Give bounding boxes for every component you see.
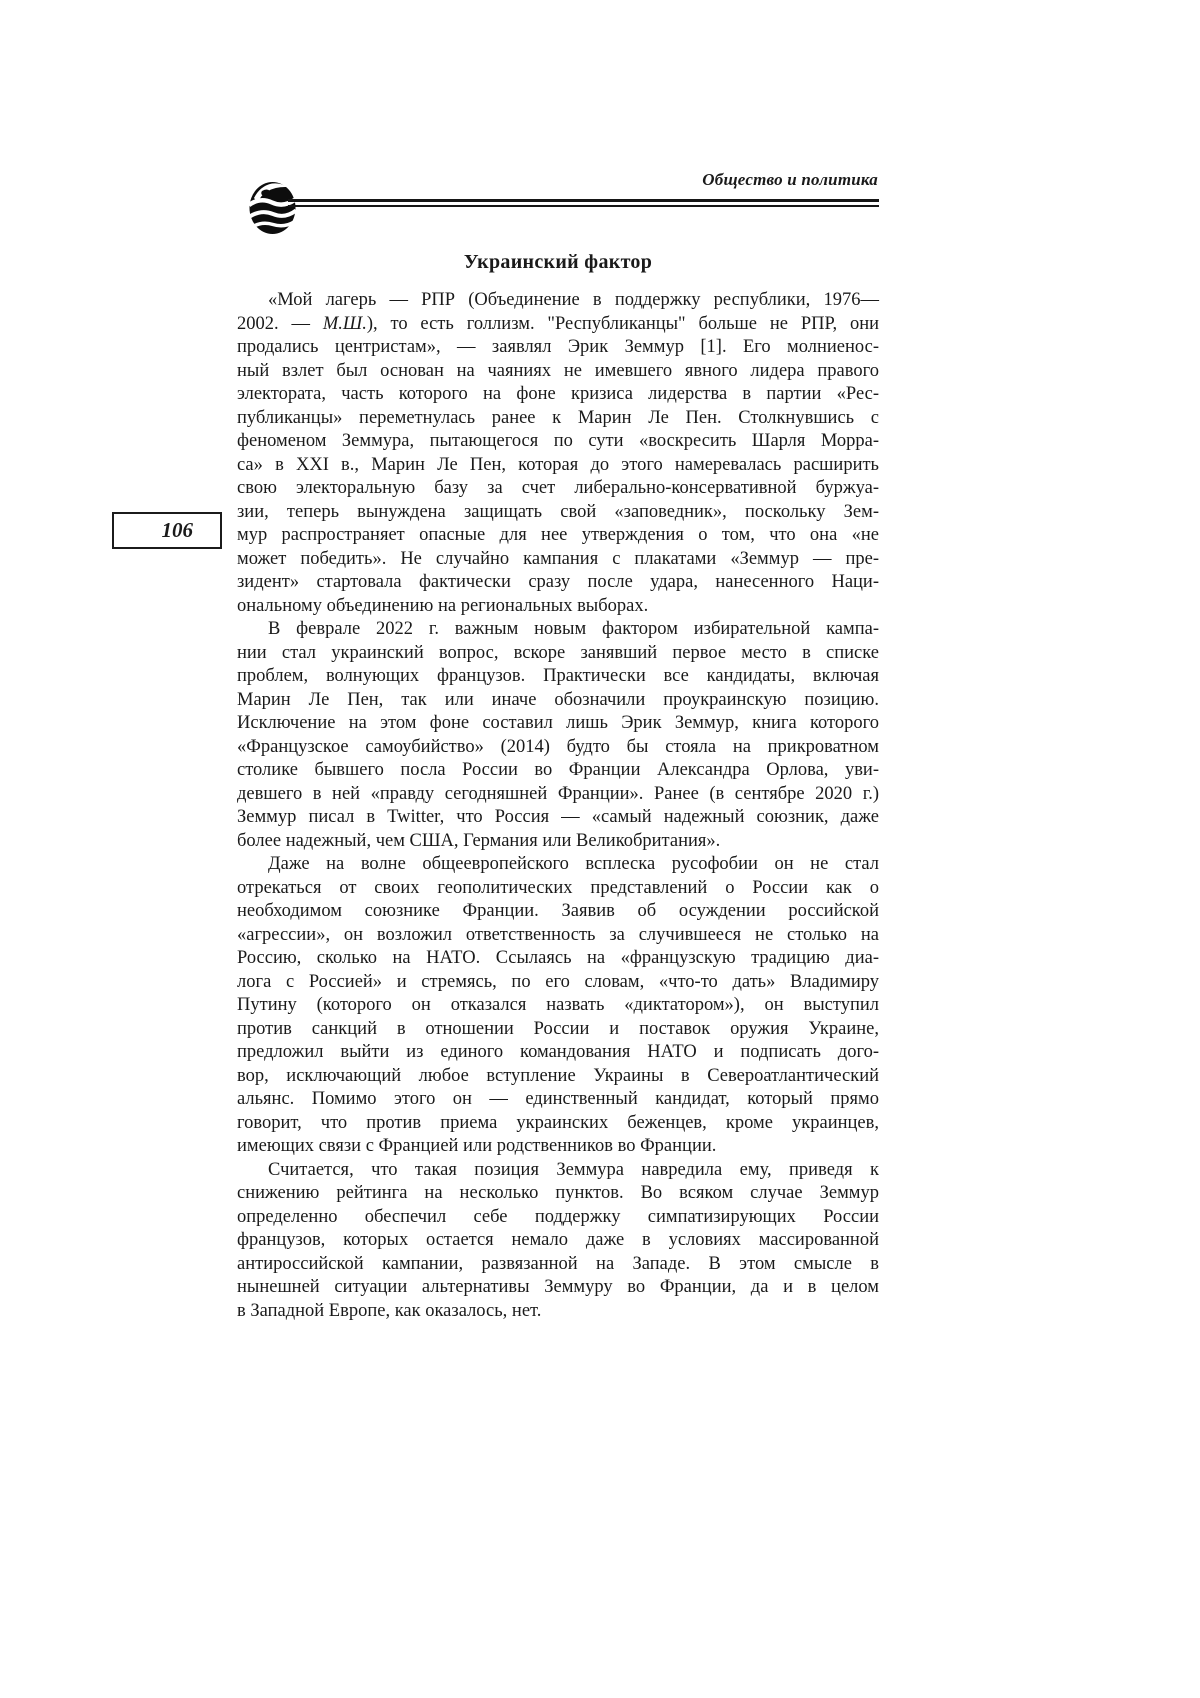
text-line: Марин Ле Пен, так или иначе обозначили проукраинскую позицию. xyxy=(237,689,879,710)
text-line: предложил выйти из единого командования НАТО и подписать дого- xyxy=(237,1042,879,1062)
text-line: имеющих связи с Францией или родственников во Франции. xyxy=(237,1136,717,1156)
text-line: зии, теперь вынуждена защищать свой «заповедник», поскольку Зем- xyxy=(237,501,879,522)
text-line: са» в XXI в., Марин Ле Пен, которая до этого намеревалась расширить xyxy=(237,454,879,475)
text-line: электората, часть которого на фоне кризиса лидерства в партии «Рес- xyxy=(237,384,879,404)
text-line: снижению рейтинга на несколько пунктов. Во всяком случае Земмур xyxy=(237,1183,879,1203)
text-line: ональному объединению на региональных выборах. xyxy=(237,595,649,616)
text-line: лога с Россией» и стремясь, по его словам, «что-то дать» Владимиру xyxy=(237,971,879,992)
text-line: продались центристам», — заявлял Эрик Земмур [1]. Его молниенос- xyxy=(237,337,879,357)
text-line: Путину (которого он отказался назвать «диктатором»), он выступил xyxy=(237,995,879,1015)
text-line: ный взлет был основан на чаяниях не имевшего явного лидера правого xyxy=(237,360,879,381)
paragraph xyxy=(237,618,879,853)
article-body xyxy=(237,289,879,1323)
text-line: нынешней ситуации альтернативы Земмуру во Франции, да и в целом xyxy=(237,1277,879,1297)
page-number-box xyxy=(112,512,222,549)
text-line: вор, исключающий любое вступление Украины в Североатлантический xyxy=(237,1065,879,1086)
text-line: В феврале 2022 г. важным новым фактором избирательной кампа- xyxy=(268,619,879,639)
text-line: столике бывшего посла России во Франции Александра Орлова, уви- xyxy=(237,760,879,780)
text-line: «Мой лагерь — РПР (Объединение в поддержку республики, 1976— xyxy=(268,290,879,310)
text-line: «агрессии», он возложил ответственность за случившееся не столько на xyxy=(237,924,879,945)
text-line: альянс. Помимо этого он — единственный кандидат, который прямо xyxy=(237,1089,879,1109)
text-line: французов, которых остается немало даже в условиях массированной xyxy=(237,1230,879,1250)
header-double-rule xyxy=(288,199,879,207)
text-line: Исключение на этом фоне составил лишь Эрик Земмур, книга которого xyxy=(237,713,879,733)
publisher-globe-logo-icon xyxy=(249,181,296,235)
text-line: 2002. — М.Ш.), то есть голлизм. "Республиканцы" больше не РПР, они xyxy=(237,313,880,334)
text-line: девшего в ней «правду сегодняшней Франции». Ранее (в сентябре 2020 г.) xyxy=(237,783,879,804)
text-line: Земмур писал в Twitter, что Россия — «самый надежный союзник, даже xyxy=(237,807,879,827)
text-line: «Французское самоубийство» (2014) будто бы стояла на прикроватном xyxy=(237,736,879,757)
text-line: в Западной Европе, как оказалось, нет. xyxy=(237,1300,542,1321)
page-number: 106 xyxy=(161,518,193,542)
text-line: может победить». Не случайно кампания с плакатами «Земмур — пре- xyxy=(237,548,879,569)
text-line: антироссийской кампании, развязанной на Западе. В этом смысле в xyxy=(237,1253,879,1274)
text-line: Даже на волне общеевропейского всплеска русофобии он не стал xyxy=(268,854,879,874)
text-line: определенно обеспечил себе поддержку симпатизирующих России xyxy=(237,1206,879,1227)
text-line: говорит, что против приема украинских беженцев, кроме украинцев, xyxy=(237,1112,879,1133)
text-line: нии стал украинский вопрос, вскоре занявший первое место в списке xyxy=(237,642,879,663)
text-line: зидент» стартовала фактически сразу после удара, нанесенного Наци- xyxy=(237,572,879,592)
text-line: проблем, волнующих французов. Практически все кандидаты, включая xyxy=(237,666,879,686)
text-line: феноменом Земмура, пытающегося по сути «воскресить Шарля Морра- xyxy=(237,431,879,451)
text-line: Считается, что такая позиция Земмура навредила ему, приведя к xyxy=(268,1159,879,1180)
text-line: отрекаться от своих геополитических представлений о России как о xyxy=(237,877,879,898)
text-line: Россию, сколько на НАТО. Ссылаясь на «французскую традицию диа- xyxy=(237,948,879,968)
article-title: Украинский фактор xyxy=(463,251,653,273)
text-line: необходимом союзнике Франции. Заявив об осуждении российской xyxy=(237,901,879,921)
text-line: против санкций в отношении России и поставок оружия Украине, xyxy=(237,1018,879,1039)
text-line: публиканцы» переметнулась ранее к Марин Ле Пен. Столкнувшись с xyxy=(237,407,879,428)
paragraph xyxy=(237,853,879,1159)
text-line: мур распространяет опасные для нее утверждения о том, что она «не xyxy=(237,525,879,545)
paragraph xyxy=(237,289,879,618)
running-head-section: Общество и политика xyxy=(702,170,878,189)
paragraph xyxy=(237,1159,879,1324)
text-line: более надежный, чем США, Германия или Великобритания». xyxy=(237,830,721,851)
text-line: свою электоральную базу за счет либерально-консервативной буржуа- xyxy=(237,478,879,498)
